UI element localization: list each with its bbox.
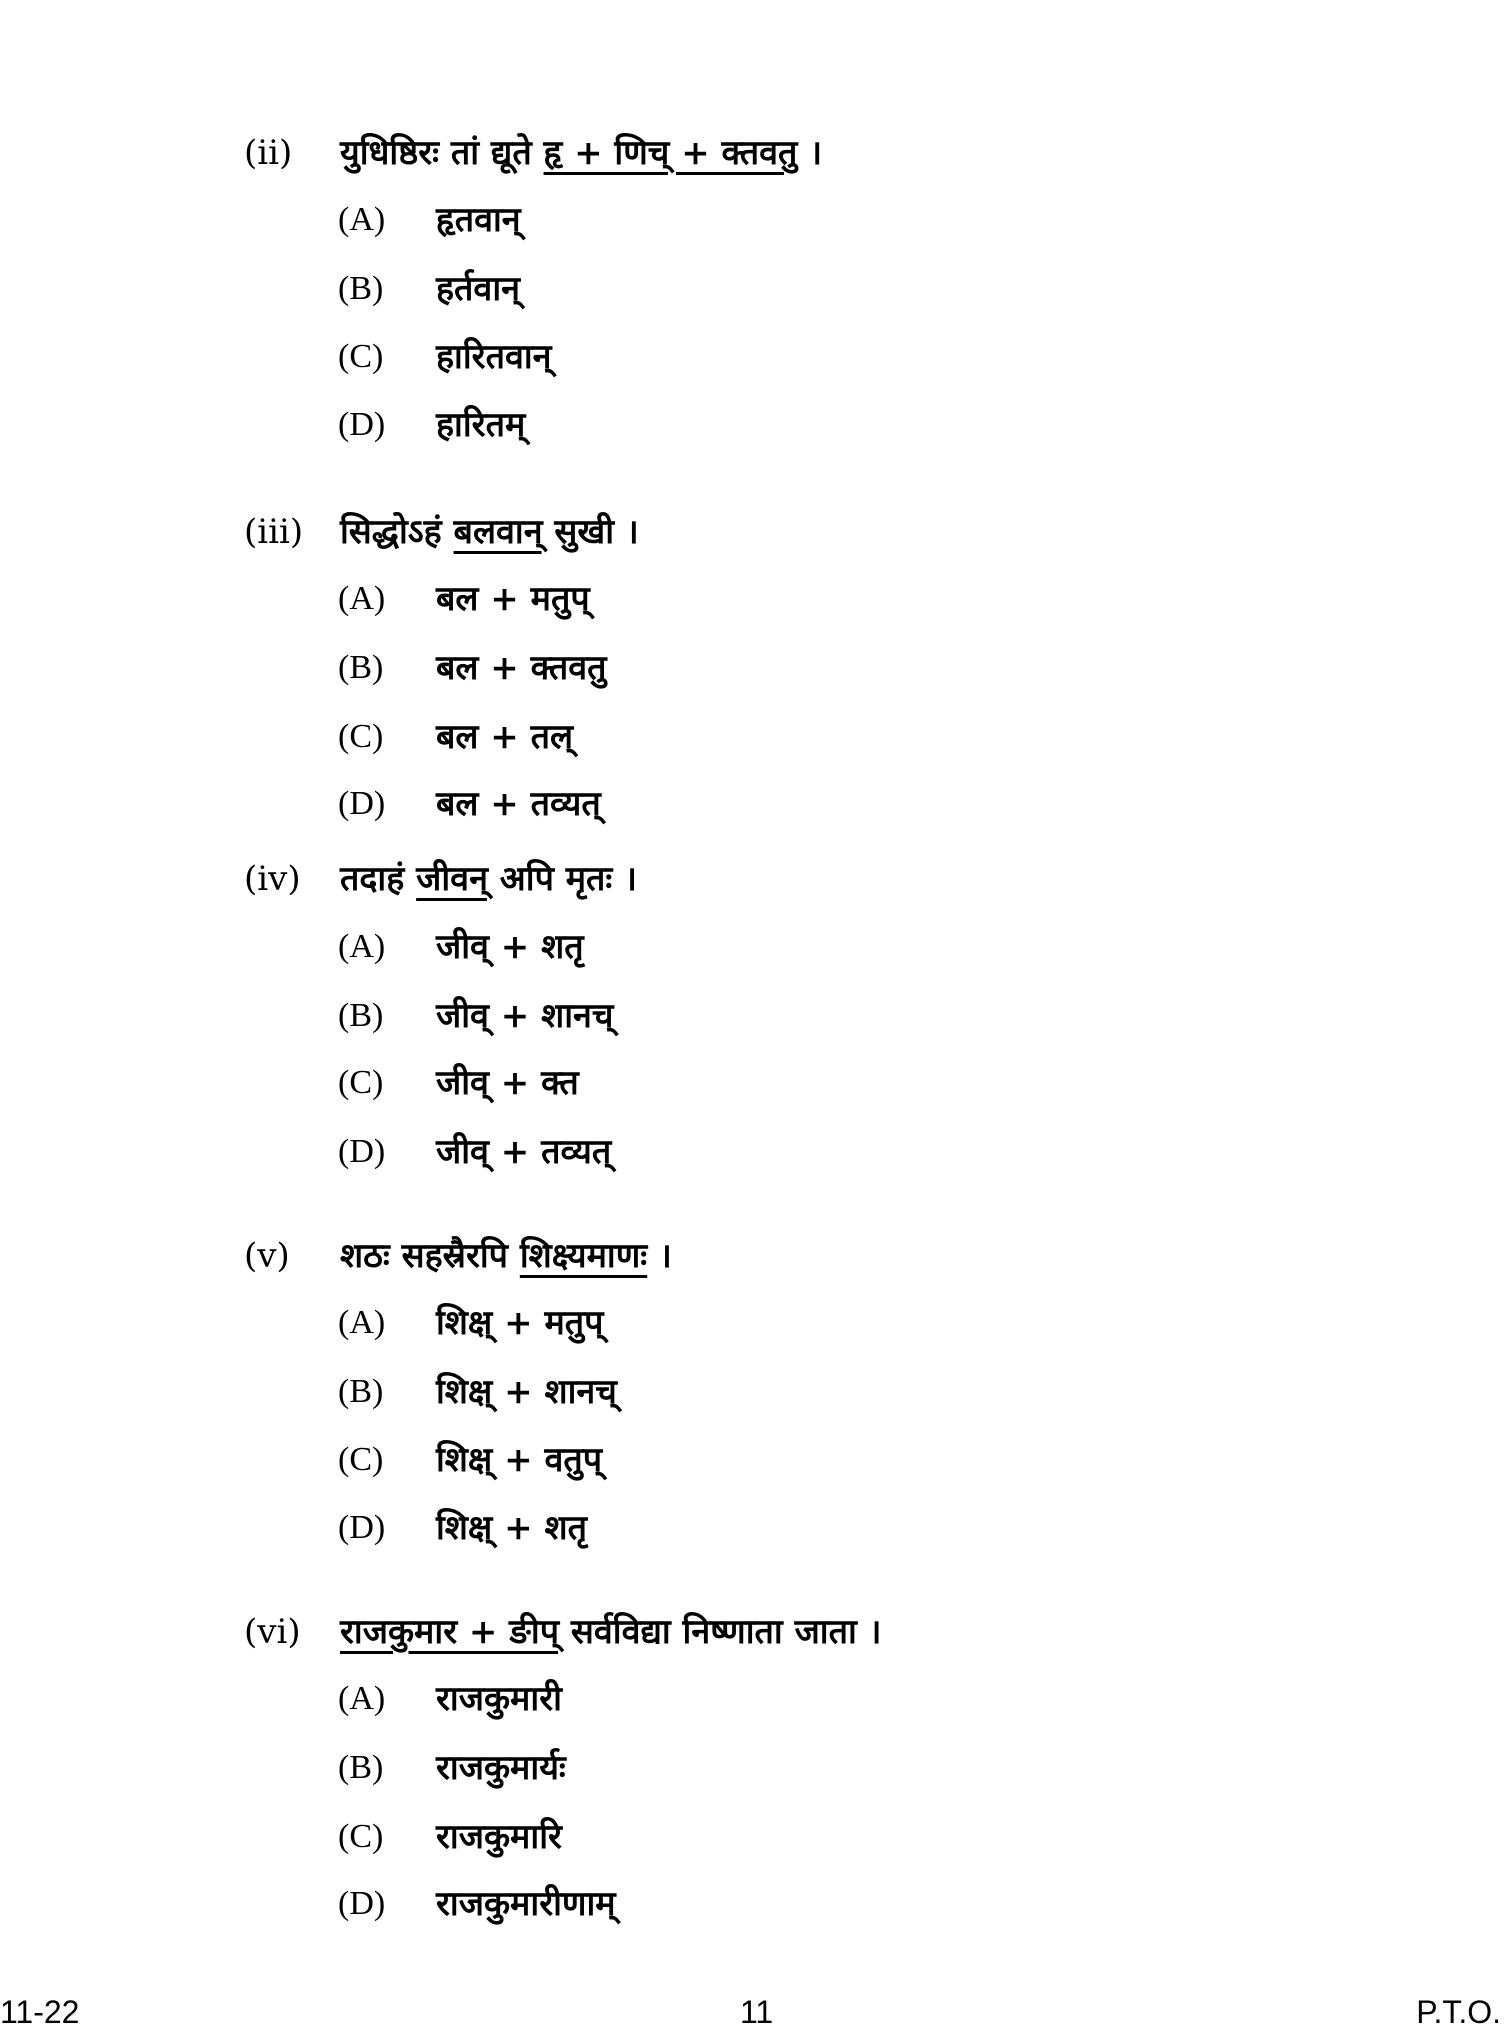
option-text: जीव् + क्त bbox=[436, 1063, 579, 1103]
question-number: (v) bbox=[244, 1236, 290, 1276]
question-number: (iii) bbox=[244, 512, 304, 552]
underlined-term: शिक्ष्यमाणः bbox=[519, 1236, 648, 1276]
option-label: (D) bbox=[338, 1885, 386, 1922]
option-label: (C) bbox=[338, 1818, 384, 1855]
question-text bbox=[340, 131, 822, 175]
underlined-term: हृ + णिच् + क्तवतु bbox=[543, 133, 798, 173]
option-label: (A) bbox=[338, 580, 386, 617]
option-text: हारितवान् bbox=[436, 337, 552, 377]
question-text bbox=[340, 1234, 672, 1278]
question-text-part: सिद्धोऽहं bbox=[340, 512, 454, 552]
option-label: (B) bbox=[338, 649, 384, 686]
option-label: (D) bbox=[338, 785, 386, 822]
question-text-part: युधिष्ठिरः तां द्यूते bbox=[340, 133, 544, 173]
option-text: शिक्ष् + शानच् bbox=[436, 1372, 617, 1412]
option-text: जीव् + शतृ bbox=[436, 927, 584, 967]
question-text-part: । bbox=[647, 1236, 672, 1276]
option-label: (A) bbox=[338, 1304, 386, 1341]
option-label: (C) bbox=[338, 1441, 384, 1478]
option-label: (B) bbox=[338, 1373, 384, 1410]
option-text: शिक्ष् + शतृ bbox=[436, 1508, 587, 1548]
question-text bbox=[340, 857, 637, 901]
option-label: (D) bbox=[338, 1133, 386, 1170]
underlined-term: बलवान् bbox=[453, 512, 543, 552]
option-text: राजकुमार्यः bbox=[436, 1748, 566, 1788]
question-text-part: तदाहं bbox=[340, 859, 417, 899]
option-text: बल + क्तवतु bbox=[436, 648, 607, 688]
option-label: (B) bbox=[338, 997, 384, 1034]
option-text: राजकुमारि bbox=[436, 1817, 562, 1857]
question-number: (ii) bbox=[244, 133, 293, 173]
option-text: हर्तवान् bbox=[436, 269, 521, 309]
option-text: बल + तव्यत् bbox=[436, 784, 601, 824]
question-text-part: सर्वविद्या निष्णाता जाता । bbox=[559, 1612, 882, 1652]
option-label: (A) bbox=[338, 201, 386, 238]
question-text-part: सुखी । bbox=[542, 512, 639, 552]
option-label: (D) bbox=[338, 406, 386, 443]
option-text: बल + मतुप् bbox=[436, 579, 590, 619]
option-text: हारितम् bbox=[436, 405, 526, 445]
option-label: (A) bbox=[338, 928, 386, 965]
option-text: बल + तल् bbox=[436, 717, 574, 757]
option-text: राजकुमारी bbox=[436, 1679, 562, 1719]
option-text: जीव् + तव्यत् bbox=[436, 1132, 612, 1172]
question-number: (vi) bbox=[244, 1612, 301, 1652]
underlined-term: राजकुमार + ङीप् bbox=[340, 1612, 560, 1652]
option-text: जीव् + शानच् bbox=[436, 996, 614, 1036]
page-number: 11 bbox=[740, 1994, 774, 2030]
underlined-term: जीवन् bbox=[416, 859, 488, 899]
question-text-part: । bbox=[797, 133, 823, 173]
option-label: (C) bbox=[338, 338, 384, 375]
question-text bbox=[340, 1610, 882, 1654]
option-label: (C) bbox=[338, 718, 384, 755]
option-text: शिक्ष् + मतुप् bbox=[436, 1303, 604, 1343]
option-label: (B) bbox=[338, 1749, 384, 1786]
question-number: (iv) bbox=[244, 859, 301, 899]
option-label: (B) bbox=[338, 270, 384, 307]
option-text: हृतवान् bbox=[436, 200, 521, 240]
question-text-part: शठः सहस्रैरपि bbox=[340, 1236, 520, 1276]
question-text-part: अपि मृतः । bbox=[487, 859, 638, 899]
footer-pto: P.T.O. bbox=[1416, 1994, 1501, 2030]
option-label: (A) bbox=[338, 1680, 386, 1717]
question-text bbox=[340, 510, 639, 554]
option-text: शिक्ष् + वतुप् bbox=[436, 1440, 603, 1480]
option-label: (C) bbox=[338, 1064, 384, 1101]
footer-code: 11-22 bbox=[0, 1994, 80, 2030]
option-label: (D) bbox=[338, 1509, 386, 1546]
option-text: राजकुमारीणाम् bbox=[436, 1884, 616, 1924]
